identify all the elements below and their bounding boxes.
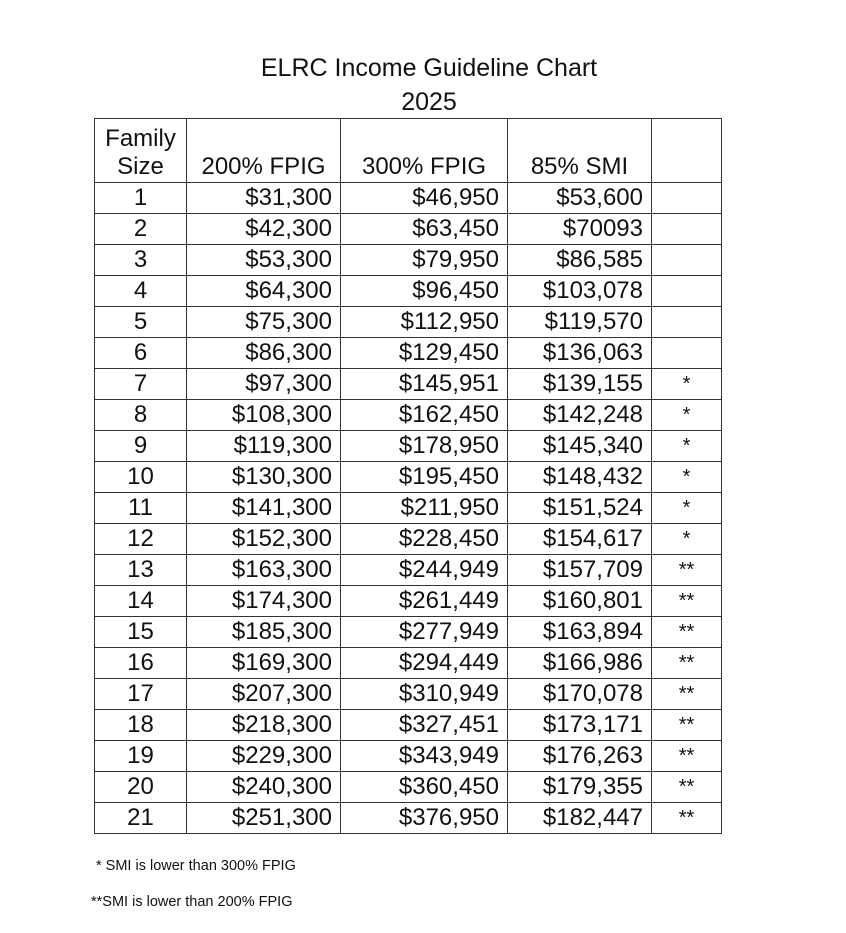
cell-note: * xyxy=(652,400,722,431)
table-row xyxy=(95,772,722,803)
cell-85-smi: $142,248 xyxy=(508,400,652,431)
table-row xyxy=(95,493,722,524)
cell-200-fpig: $240,300 xyxy=(187,772,341,803)
table-row xyxy=(95,648,722,679)
cell-200-fpig: $86,300 xyxy=(187,338,341,369)
income-guideline-table xyxy=(94,118,722,834)
cell-300-fpig: $310,949 xyxy=(341,679,508,710)
cell-note: ** xyxy=(652,617,722,648)
cell-family-size: 17 xyxy=(95,679,187,710)
cell-family-size: 2 xyxy=(95,214,187,245)
cell-85-smi: $166,986 xyxy=(508,648,652,679)
cell-200-fpig: $251,300 xyxy=(187,803,341,834)
cell-200-fpig: $97,300 xyxy=(187,369,341,400)
cell-200-fpig: $141,300 xyxy=(187,493,341,524)
cell-family-size: 8 xyxy=(95,400,187,431)
cell-300-fpig: $277,949 xyxy=(341,617,508,648)
table-row xyxy=(95,245,722,276)
header-family-size xyxy=(95,119,187,183)
cell-200-fpig: $119,300 xyxy=(187,431,341,462)
table-row xyxy=(95,307,722,338)
cell-200-fpig: $130,300 xyxy=(187,462,341,493)
cell-300-fpig: $63,450 xyxy=(341,214,508,245)
cell-note: ** xyxy=(652,648,722,679)
cell-300-fpig: $112,950 xyxy=(341,307,508,338)
cell-family-size: 15 xyxy=(95,617,187,648)
cell-200-fpig: $229,300 xyxy=(187,741,341,772)
table-row xyxy=(95,803,722,834)
cell-85-smi: $53,600 xyxy=(508,183,652,214)
header-family-size-line2: Size xyxy=(117,153,164,180)
cell-note xyxy=(652,183,722,214)
cell-note: * xyxy=(652,524,722,555)
cell-85-smi: $148,432 xyxy=(508,462,652,493)
cell-300-fpig: $376,950 xyxy=(341,803,508,834)
header-200-fpig: 200% FPIG xyxy=(187,119,341,183)
footnote-double-asterisk: **SMI is lower than 200% FPIG xyxy=(91,894,293,910)
cell-note: ** xyxy=(652,586,722,617)
cell-family-size: 16 xyxy=(95,648,187,679)
table-row xyxy=(95,555,722,586)
cell-note: ** xyxy=(652,772,722,803)
cell-300-fpig: $211,950 xyxy=(341,493,508,524)
cell-300-fpig: $195,450 xyxy=(341,462,508,493)
cell-200-fpig: $163,300 xyxy=(187,555,341,586)
cell-200-fpig: $174,300 xyxy=(187,586,341,617)
cell-300-fpig: $46,950 xyxy=(341,183,508,214)
cell-note: ** xyxy=(652,710,722,741)
table-row xyxy=(95,617,722,648)
table-row xyxy=(95,183,722,214)
document-title: ELRC Income Guideline Chart xyxy=(260,54,598,82)
cell-300-fpig: $145,951 xyxy=(341,369,508,400)
cell-note: * xyxy=(652,431,722,462)
cell-note: * xyxy=(652,462,722,493)
cell-200-fpig: $42,300 xyxy=(187,214,341,245)
table-row xyxy=(95,741,722,772)
cell-200-fpig: $207,300 xyxy=(187,679,341,710)
cell-85-smi: $157,709 xyxy=(508,555,652,586)
cell-note xyxy=(652,338,722,369)
cell-300-fpig: $294,449 xyxy=(341,648,508,679)
header-300-fpig: 300% FPIG xyxy=(341,119,508,183)
cell-note: ** xyxy=(652,555,722,586)
table-row xyxy=(95,462,722,493)
cell-note xyxy=(652,307,722,338)
header-note xyxy=(652,119,722,183)
cell-85-smi: $70093 xyxy=(508,214,652,245)
cell-300-fpig: $360,450 xyxy=(341,772,508,803)
cell-300-fpig: $343,949 xyxy=(341,741,508,772)
table-row xyxy=(95,400,722,431)
footnote-single-asterisk: * SMI is lower than 300% FPIG xyxy=(96,858,296,874)
cell-note: ** xyxy=(652,803,722,834)
cell-family-size: 12 xyxy=(95,524,187,555)
cell-85-smi: $160,801 xyxy=(508,586,652,617)
cell-family-size: 7 xyxy=(95,369,187,400)
cell-note xyxy=(652,214,722,245)
cell-85-smi: $182,447 xyxy=(508,803,652,834)
cell-200-fpig: $218,300 xyxy=(187,710,341,741)
cell-200-fpig: $53,300 xyxy=(187,245,341,276)
cell-85-smi: $163,894 xyxy=(508,617,652,648)
document-year: 2025 xyxy=(401,88,457,116)
header-family-size-line1: Family xyxy=(105,125,176,152)
cell-85-smi: $176,263 xyxy=(508,741,652,772)
cell-family-size: 4 xyxy=(95,276,187,307)
cell-family-size: 11 xyxy=(95,493,187,524)
cell-300-fpig: $244,949 xyxy=(341,555,508,586)
cell-200-fpig: $31,300 xyxy=(187,183,341,214)
cell-family-size: 20 xyxy=(95,772,187,803)
table-row xyxy=(95,369,722,400)
cell-200-fpig: $64,300 xyxy=(187,276,341,307)
table-header-row xyxy=(95,119,722,183)
cell-note: ** xyxy=(652,679,722,710)
cell-200-fpig: $75,300 xyxy=(187,307,341,338)
cell-85-smi: $173,171 xyxy=(508,710,652,741)
table-row xyxy=(95,524,722,555)
cell-300-fpig: $96,450 xyxy=(341,276,508,307)
cell-200-fpig: $152,300 xyxy=(187,524,341,555)
cell-300-fpig: $178,950 xyxy=(341,431,508,462)
cell-85-smi: $136,063 xyxy=(508,338,652,369)
cell-note: * xyxy=(652,369,722,400)
table-row xyxy=(95,586,722,617)
table-row xyxy=(95,710,722,741)
cell-300-fpig: $129,450 xyxy=(341,338,508,369)
cell-85-smi: $145,340 xyxy=(508,431,652,462)
cell-family-size: 13 xyxy=(95,555,187,586)
cell-300-fpig: $228,450 xyxy=(341,524,508,555)
cell-85-smi: $154,617 xyxy=(508,524,652,555)
cell-85-smi: $179,355 xyxy=(508,772,652,803)
cell-note xyxy=(652,245,722,276)
cell-200-fpig: $169,300 xyxy=(187,648,341,679)
table-row xyxy=(95,431,722,462)
cell-85-smi: $119,570 xyxy=(508,307,652,338)
cell-note: ** xyxy=(652,741,722,772)
cell-85-smi: $151,524 xyxy=(508,493,652,524)
cell-family-size: 19 xyxy=(95,741,187,772)
cell-300-fpig: $79,950 xyxy=(341,245,508,276)
cell-family-size: 18 xyxy=(95,710,187,741)
table-row xyxy=(95,276,722,307)
cell-85-smi: $170,078 xyxy=(508,679,652,710)
table-row xyxy=(95,338,722,369)
cell-family-size: 5 xyxy=(95,307,187,338)
cell-85-smi: $139,155 xyxy=(508,369,652,400)
cell-note xyxy=(652,276,722,307)
header-85-smi: 85% SMI xyxy=(508,119,652,183)
cell-family-size: 14 xyxy=(95,586,187,617)
cell-85-smi: $103,078 xyxy=(508,276,652,307)
cell-family-size: 9 xyxy=(95,431,187,462)
cell-family-size: 21 xyxy=(95,803,187,834)
table-body xyxy=(95,183,722,834)
table-row xyxy=(95,214,722,245)
cell-85-smi: $86,585 xyxy=(508,245,652,276)
table-row xyxy=(95,679,722,710)
cell-300-fpig: $327,451 xyxy=(341,710,508,741)
cell-200-fpig: $185,300 xyxy=(187,617,341,648)
cell-family-size: 3 xyxy=(95,245,187,276)
cell-family-size: 1 xyxy=(95,183,187,214)
cell-note: * xyxy=(652,493,722,524)
cell-300-fpig: $261,449 xyxy=(341,586,508,617)
cell-family-size: 10 xyxy=(95,462,187,493)
cell-300-fpig: $162,450 xyxy=(341,400,508,431)
cell-200-fpig: $108,300 xyxy=(187,400,341,431)
cell-family-size: 6 xyxy=(95,338,187,369)
